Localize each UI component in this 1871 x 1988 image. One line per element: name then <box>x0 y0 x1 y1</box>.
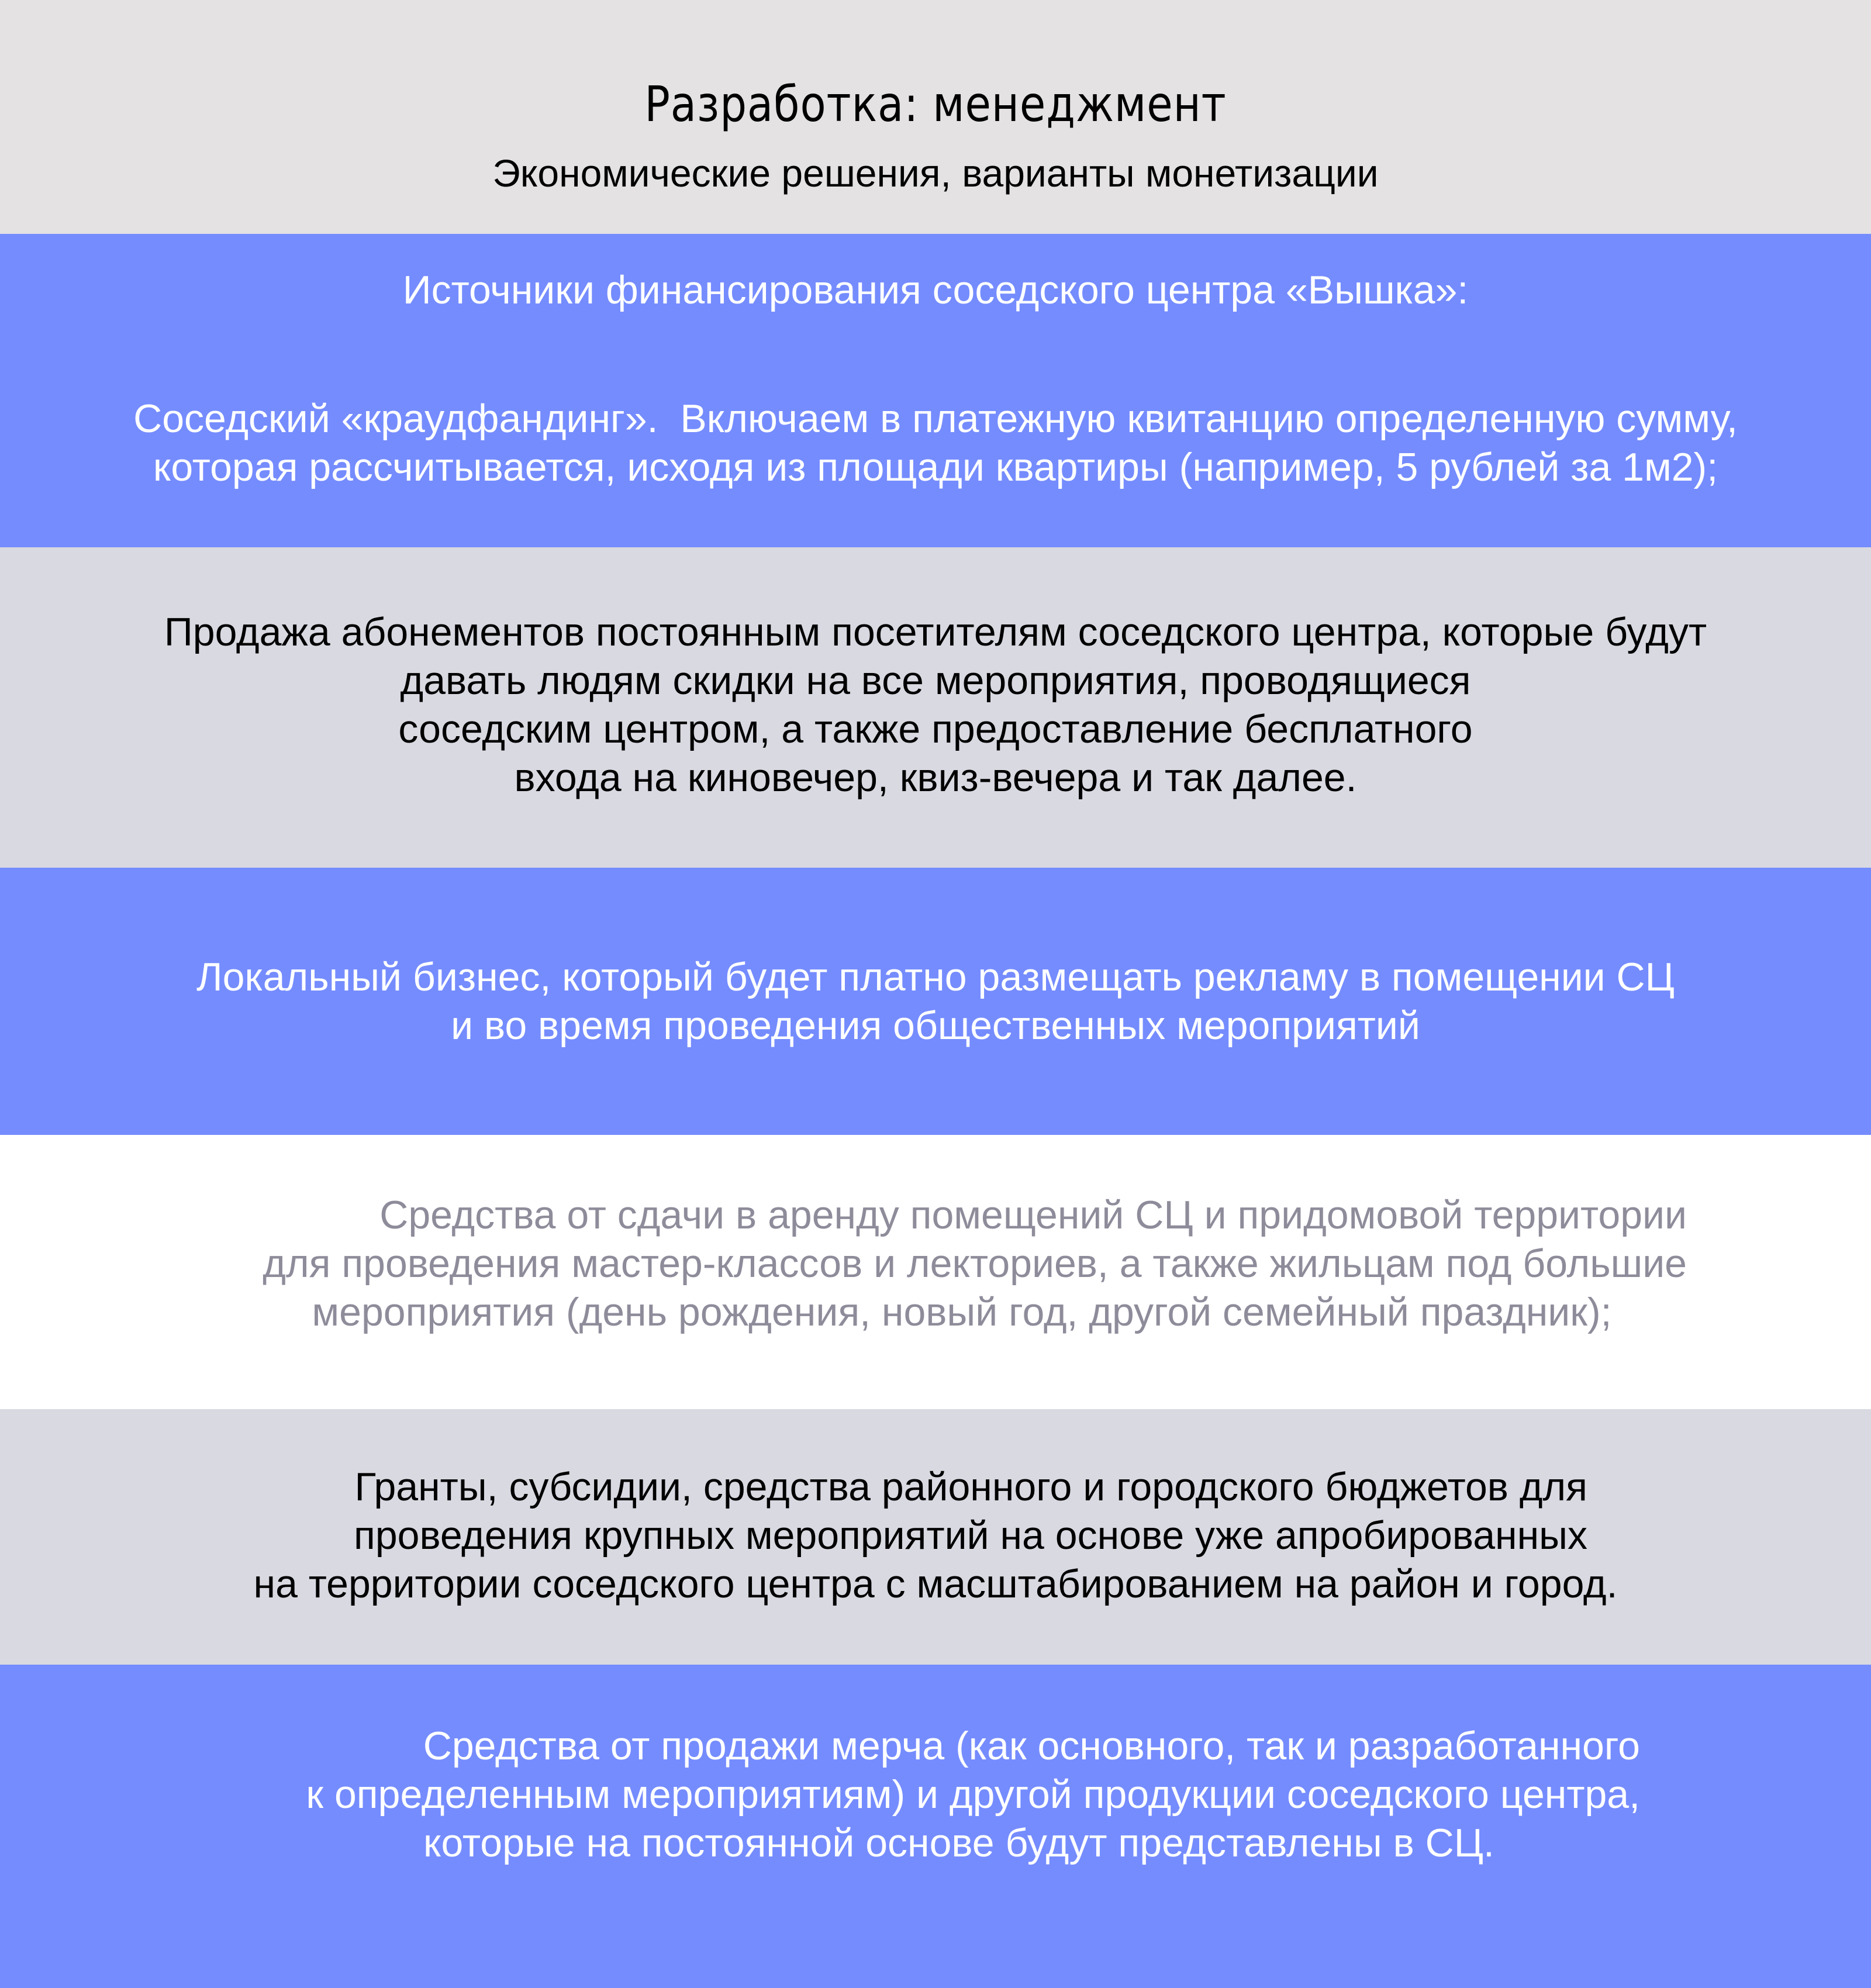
section-text-line: на территории соседского центра с масштабированием на район и город. <box>253 1562 1618 1606</box>
section-text-line: Средства от продажи мерча (как основного, так и разработанного <box>423 1724 1640 1768</box>
section-text-line: которые на постоянной основе будут представлены в СЦ. <box>423 1821 1494 1865</box>
section-crowdfunding <box>0 234 1871 547</box>
section-text-line: к определенным мероприятиям) и другой продукции соседского центра, <box>306 1772 1640 1817</box>
section-text-line: Локальный бизнес, который будет платно размещать рекламу в помещении СЦ <box>196 955 1675 999</box>
section-text-line: соседским центром, а также предоставление бесплатного <box>398 707 1473 751</box>
section-text-line: входа на киновечер, квиз-вечера и так далее. <box>514 755 1357 800</box>
section-text-line: давать людям скидки на все мероприятия, проводящиеся <box>400 658 1471 703</box>
section-local-business <box>0 868 1871 1135</box>
section-subscriptions <box>0 547 1871 868</box>
section-text-line: которая рассчитывается, исходя из площади квартиры (например, 5 рублей за 1м2); <box>153 445 1718 489</box>
section-text-line: для проведения мастер-классов и лекториев, а также жильцам под большие <box>263 1241 1687 1286</box>
section-text-line: мероприятия (день рождения, новый год, другой семейный праздник); <box>312 1290 1612 1334</box>
section-text-line: Гранты, субсидии, средства районного и городского бюджетов для <box>354 1465 1587 1509</box>
section-grants <box>0 1409 1871 1665</box>
section-merch <box>0 1665 1871 1988</box>
page-subtitle: Экономические решения, варианты монетизации <box>492 151 1379 195</box>
page-title: Разработка: менеджмент <box>644 75 1227 133</box>
header-band <box>0 0 1871 234</box>
section-heading: Источники финансирования соседского центра «Вышка»: <box>402 268 1469 312</box>
section-text-line: Продажа абонементов постоянным посетителям соседского центра, которые будут <box>164 610 1707 654</box>
section-text-line: проведения крупных мероприятий на основе уже апробированных <box>354 1513 1587 1558</box>
section-text-line: и во время проведения общественных мероприятий <box>451 1003 1420 1048</box>
section-rental <box>0 1135 1871 1409</box>
section-text-line: Средства от сдачи в аренду помещений СЦ и придомовой территории <box>379 1193 1687 1237</box>
section-text-line: Соседский «краудфандинг». Включаем в платежную квитанцию определенную сумму, <box>133 396 1738 441</box>
